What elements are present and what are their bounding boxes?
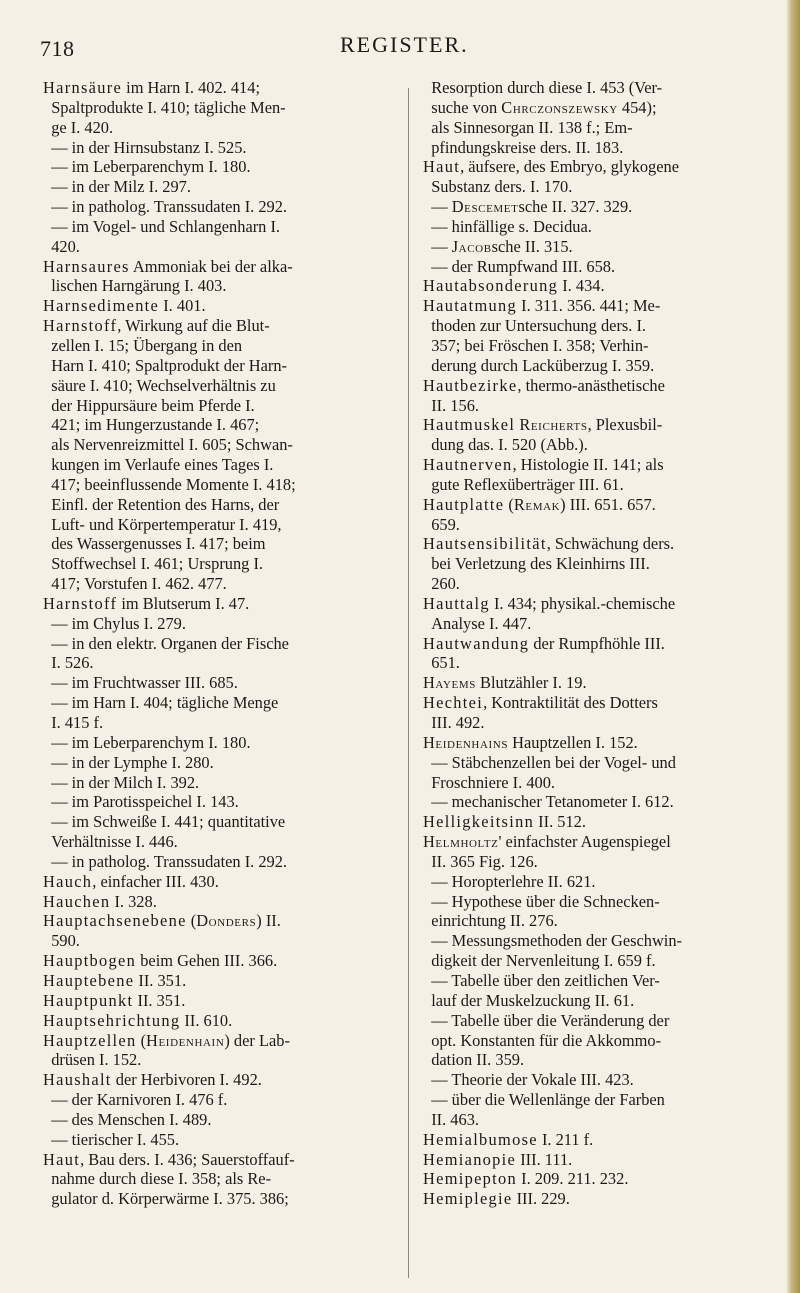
- index-line: Hauptsehrichtung II. 610.: [43, 1010, 233, 1030]
- index-line: — der Karnivoren I. 476 f.: [43, 1090, 228, 1110]
- index-line: — im Leberparenchym I. 180.: [43, 732, 251, 752]
- index-line: einrichtung II. 276.: [423, 911, 558, 931]
- index-line: — Tabelle über den zeitlichen Ver-: [423, 970, 660, 990]
- index-column-left: [43, 78, 398, 1209]
- index-line: lauf der Muskelzuckung II. 61.: [423, 990, 635, 1010]
- index-line: Hautsensibilität, Schwächung ders.: [423, 534, 675, 554]
- index-line: — im Vogel- und Schlangenharn I.: [43, 216, 281, 236]
- index-line: ge I. 420.: [43, 117, 114, 137]
- index-line: Hauch, einfacher III. 430.: [43, 871, 219, 891]
- index-line: Hauptzellen (Heidenhain) der Lab-: [43, 1030, 290, 1050]
- index-line: Analyse I. 447.: [423, 613, 532, 633]
- index-line: II. 156.: [423, 395, 479, 415]
- index-line: Haut, Bau ders. I. 436; Sauerstoffauf-: [43, 1149, 295, 1169]
- index-line: als Sinnesorgan II. 138 f.; Em-: [423, 117, 633, 137]
- index-line: säure I. 410; Wechselverhältnis zu: [43, 375, 276, 395]
- index-line: Hauptpunkt II. 351.: [43, 990, 186, 1010]
- index-line: — in den elektr. Organen der Fische: [43, 633, 289, 653]
- index-line: Helmholtz' einfachster Augenspiegel: [423, 832, 671, 852]
- index-line: 421; im Hungerzustande I. 467;: [43, 415, 260, 435]
- index-line: — in der Milz I. 297.: [43, 177, 191, 197]
- index-line: dung das. I. 520 (Abb.).: [423, 435, 588, 455]
- index-line: Hautabsonderung I. 434.: [423, 276, 605, 296]
- index-line: Hemianopie III. 111.: [423, 1149, 573, 1169]
- index-line: thoden zur Untersuchung ders. I.: [423, 316, 647, 336]
- index-line: Hauchen I. 328.: [43, 891, 157, 911]
- index-line: der Hippursäure beim Pferde I.: [43, 395, 255, 415]
- index-line: 357; bei Fröschen I. 358; Verhin-: [423, 335, 649, 355]
- index-line: Hautatmung I. 311. 356. 441; Me-: [423, 296, 661, 316]
- index-line: 417; beeinflussende Momente I. 418;: [43, 474, 296, 494]
- index-line: als Nervenreizmittel I. 605; Schwan-: [43, 435, 293, 455]
- index-line: — im Parotisspeichel I. 143.: [43, 792, 239, 812]
- index-line: Hayems Blutzähler I. 19.: [423, 673, 587, 693]
- index-line: — Theorie der Vokale III. 423.: [423, 1070, 634, 1090]
- index-line: Harnsaures Ammoniak bei der alka-: [43, 256, 293, 276]
- index-line: Harnsedimente I. 401.: [43, 296, 206, 316]
- index-line: 590.: [43, 931, 80, 951]
- index-line: — über die Wellenlänge der Farben: [423, 1090, 665, 1110]
- index-line: digkeit der Nervenleitung I. 659 f.: [423, 951, 656, 971]
- index-line: Hauptebene II. 351.: [43, 970, 187, 990]
- index-line: drüsen I. 152.: [43, 1050, 142, 1070]
- index-line: I. 526.: [43, 653, 94, 673]
- index-line: — Descemetsche II. 327. 329.: [423, 197, 633, 217]
- index-line: II. 365 Fig. 126.: [423, 851, 538, 871]
- index-line: Hautplatte (Remak) III. 651. 657.: [423, 494, 656, 514]
- index-line: — hinfällige s. Decidua.: [423, 216, 592, 236]
- index-line: 659.: [423, 514, 460, 534]
- index-line: III. 492.: [423, 713, 485, 732]
- index-line: Hauttalg I. 434; physikal.-chemische: [423, 593, 676, 613]
- index-line: Hauptbogen beim Gehen III. 366.: [43, 951, 278, 971]
- column-divider: [408, 88, 409, 1278]
- page-number: 718: [40, 36, 75, 61]
- index-line: gulator d. Körperwärme I. 375. 386;: [43, 1189, 289, 1209]
- index-line: Haut, äufsere, des Embryo, glykogene: [423, 157, 679, 177]
- index-line: Froschniere I. 400.: [423, 772, 556, 792]
- index-line: — im Leberparenchym I. 180.: [43, 157, 251, 177]
- index-line: lischen Harngärung I. 403.: [43, 276, 227, 296]
- index-line: Harnstoff, Wirkung auf die Blut-: [43, 316, 270, 336]
- index-line: Hemipepton I. 209. 211. 232.: [423, 1169, 629, 1189]
- index-line: Resorption durch diese I. 453 (Ver-: [423, 78, 663, 97]
- index-line: — in der Milch I. 392.: [43, 772, 200, 792]
- index-line: Substanz ders. I. 170.: [423, 177, 573, 197]
- index-line: — Messungsmethoden der Geschwin-: [423, 931, 683, 951]
- index-line: II. 463.: [423, 1109, 479, 1129]
- index-line: Haushalt der Herbivoren I. 492.: [43, 1070, 262, 1090]
- index-line: derung durch Lacküberzug I. 359.: [423, 355, 655, 375]
- index-line: — in patholog. Transsudaten I. 292.: [43, 197, 288, 217]
- index-line: suche von Chrczonszewsky 454);: [423, 97, 657, 117]
- index-line: — Stäbchenzellen bei der Vogel- und: [423, 752, 676, 772]
- index-line: Helligkeitsinn II. 512.: [423, 812, 586, 832]
- index-line: — Hypothese über die Schnecken-: [423, 891, 660, 911]
- index-line: — des Menschen I. 489.: [43, 1109, 212, 1129]
- index-line: Hautnerven, Histologie II. 141; als: [423, 455, 664, 475]
- index-line: Hautbezirke, thermo-anästhetische: [423, 375, 665, 395]
- index-line: nahme durch diese I. 358; als Re-: [43, 1169, 272, 1189]
- index-line: I. 415 f.: [43, 713, 104, 732]
- index-line: Harnstoff im Blutserum I. 47.: [43, 593, 250, 613]
- index-line: — im Harn I. 404; tägliche Menge: [43, 693, 279, 713]
- index-line: Hautmuskel Reicherts, Plexusbil-: [423, 415, 663, 435]
- index-column-right: [423, 78, 775, 1209]
- index-line: 651.: [423, 653, 460, 673]
- index-line: Spaltprodukte I. 410; tägliche Men-: [43, 97, 286, 117]
- index-line: Hechtei, Kontraktilität des Dotters: [423, 693, 658, 713]
- index-line: bei Verletzung des Kleinhirns III.: [423, 554, 650, 574]
- index-line: — mechanischer Tetanometer I. 612.: [423, 792, 674, 812]
- index-line: Hauptachsenebene (Donders) II.: [43, 911, 281, 931]
- index-line: kungen im Verlaufe eines Tages I.: [43, 455, 274, 475]
- index-line: — in patholog. Transsudaten I. 292.: [43, 851, 288, 871]
- index-line: gute Reflexüberträger III. 61.: [423, 474, 624, 494]
- index-line: Harn I. 410; Spaltprodukt der Harn-: [43, 355, 287, 375]
- index-line: — der Rumpfwand III. 658.: [423, 256, 616, 276]
- index-line: 420.: [43, 236, 80, 256]
- index-line: zellen I. 15; Übergang in den: [43, 335, 243, 355]
- index-line: des Wassergenusses I. 417; beim: [43, 534, 266, 554]
- index-line: Heidenhains Hauptzellen I. 152.: [423, 732, 638, 752]
- index-line: opt. Konstanten für die Akkommo-: [423, 1030, 662, 1050]
- index-line: pfindungskreise ders. II. 183.: [423, 137, 624, 157]
- index-line: — Tabelle über die Veränderung der: [423, 1010, 670, 1030]
- index-line: Hemialbumose I. 211 f.: [423, 1129, 594, 1149]
- index-line: — in der Lymphe I. 280.: [43, 752, 214, 772]
- index-line: — in der Hirnsubstanz I. 525.: [43, 137, 247, 157]
- index-line: Luft- und Körpertemperatur I. 419,: [43, 514, 282, 534]
- running-head: REGISTER.: [340, 32, 469, 57]
- index-line: Hemiplegie III. 229.: [423, 1189, 570, 1209]
- index-line: — im Fruchtwasser III. 685.: [43, 673, 238, 693]
- index-line: — im Chylus I. 279.: [43, 613, 186, 633]
- index-line: Hautwandung der Rumpfhöhle III.: [423, 633, 665, 653]
- index-line: — im Schweiße I. 441; quantitative: [43, 812, 286, 832]
- index-line: Einfl. der Retention des Harns, der: [43, 494, 280, 514]
- page-edge: [786, 0, 800, 1293]
- index-line: Harnsäure im Harn I. 402. 414;: [43, 78, 260, 97]
- index-line: 260.: [423, 574, 460, 594]
- index-line: dation II. 359.: [423, 1050, 525, 1070]
- index-line: 417; Vorstufen I. 462. 477.: [43, 574, 227, 594]
- index-line: Stoffwechsel I. 461; Ursprung I.: [43, 554, 264, 574]
- index-line: — Horopterlehre II. 621.: [423, 871, 596, 891]
- index-line: Verhältnisse I. 446.: [43, 832, 178, 852]
- index-line: — Jacobsche II. 315.: [423, 236, 573, 256]
- index-line: — tierischer I. 455.: [43, 1129, 180, 1149]
